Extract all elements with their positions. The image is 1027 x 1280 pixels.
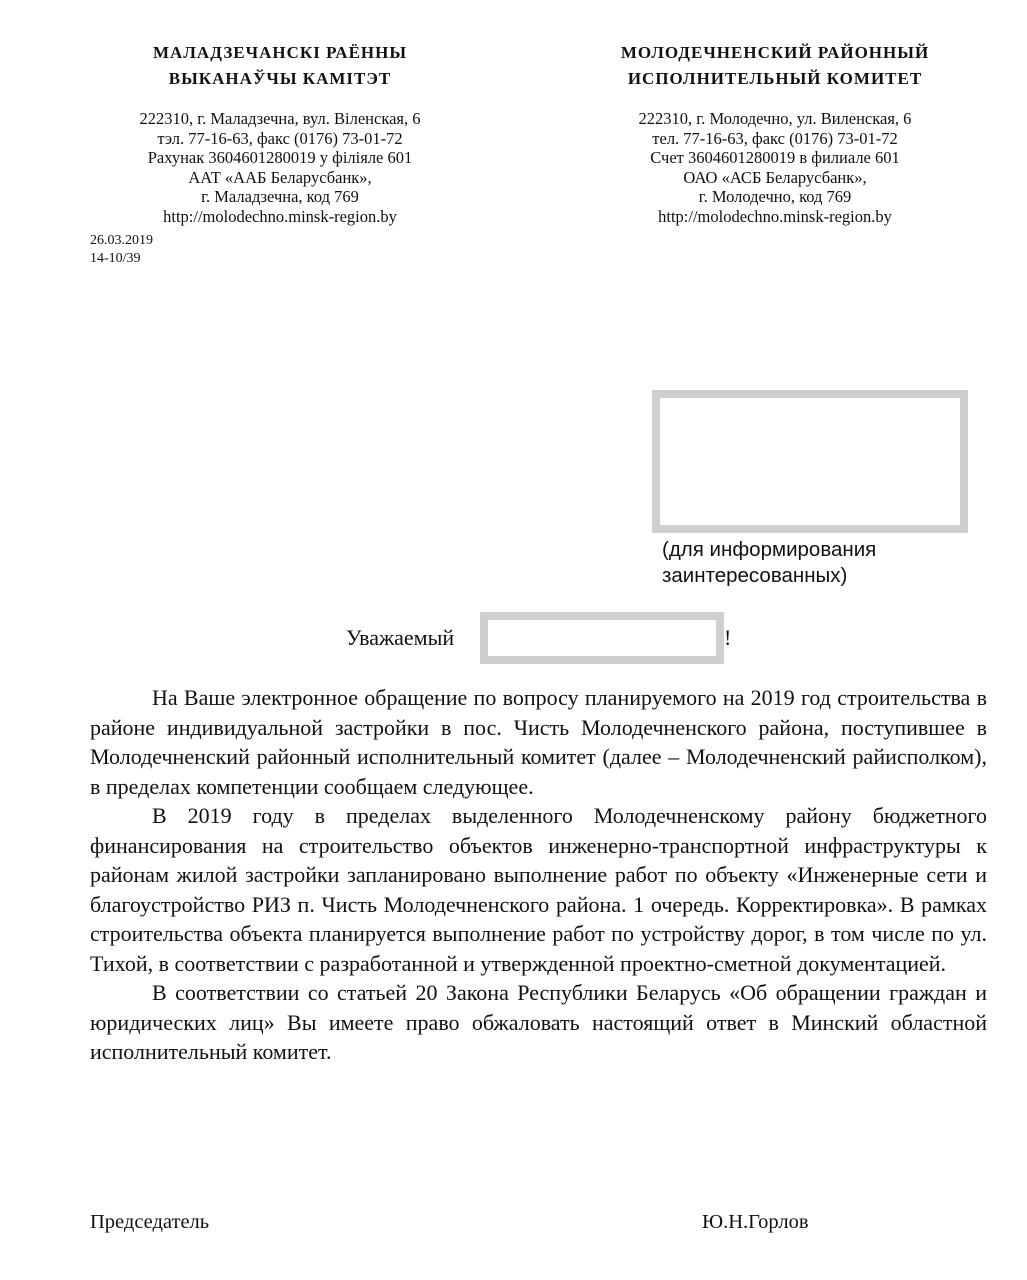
left-title-line: МАЛАДЗЕЧАНСКІ РАЁННЫ bbox=[152, 43, 408, 62]
addressee-note-line: заинтересованных) bbox=[662, 564, 848, 587]
addressee-note bbox=[662, 537, 876, 589]
redacted-name-box bbox=[480, 612, 724, 664]
left-title-line: ВЫКАНАЎЧЫ КАМІТЭТ bbox=[168, 69, 392, 88]
greeting-prefix: Уважаемый bbox=[346, 625, 455, 650]
right-website: http://molodechno.minsk-region.by bbox=[658, 206, 892, 226]
document-meta bbox=[90, 232, 153, 268]
right-header bbox=[588, 40, 962, 227]
left-phone: тэл. 77-16-63, факс (0176) 73-01-72 bbox=[157, 128, 403, 148]
right-account: Счет 3604601280019 в филиале 601 bbox=[650, 148, 900, 168]
right-header-details bbox=[588, 109, 962, 227]
right-bank: ОАО «АСБ Беларусбанк», bbox=[683, 167, 867, 187]
left-account: Рахунак 3604601280019 у філіяле 601 bbox=[147, 148, 413, 168]
document-number: 14-10/39 bbox=[90, 251, 141, 266]
body-paragraph: В 2019 году в пределах выделенного Молодечненскому району бюджетного финансирования на строительство объектов инженерно-транспортной инфраструктуры к районам жилой застройки запланировано выполнение работ по объекту «Инженерные сети и благоустройство РИЗ п. Чисть Молодечненского района. 1 очередь. Корректировка». В рамках строительства объекта планируется выполнение работ по устройству дорог, в том числе по ул. Тихой, в соответствии с разработанной и утвержденной проектно-сметной документацией. bbox=[90, 803, 987, 976]
right-header-title bbox=[588, 40, 962, 92]
body-paragraph: На Ваше электронное обращение по вопросу планируемого на 2019 год строительства в районе индивидуальной застройки в пос. Чисть Молодечненского района, поступившее в Молодечненский районный исполнительный комитет (далее – Молодечненский райисполком), в пределах компетенции сообщаем следующее. bbox=[90, 685, 987, 799]
redacted-addressee-box bbox=[652, 390, 968, 533]
signature-position: Председатель bbox=[90, 1211, 210, 1233]
greeting-suffix: ! bbox=[724, 625, 732, 650]
left-bank: ААТ «ААБ Беларусбанк», bbox=[188, 167, 372, 187]
left-header-details bbox=[90, 109, 470, 227]
right-title-line: ИСПОЛНИТЕЛЬНЫЙ КОМИТЕТ bbox=[627, 69, 923, 88]
right-bank-city: г. Молодечно, код 769 bbox=[698, 187, 852, 207]
signature-name: Ю.Н.Горлов bbox=[702, 1211, 809, 1233]
letter-body bbox=[90, 683, 987, 1067]
left-website: http://molodechno.minsk-region.by bbox=[163, 206, 397, 226]
left-header bbox=[90, 40, 470, 227]
greeting bbox=[346, 625, 454, 651]
left-bank-city: г. Маладзечна, код 769 bbox=[201, 187, 359, 207]
left-address: 222310, г. Маладзечна, вул. Віленская, 6 bbox=[139, 109, 421, 128]
right-title-line: МОЛОДЕЧНЕНСКИЙ РАЙОННЫЙ bbox=[620, 43, 930, 62]
right-phone: тел. 77-16-63, факс (0176) 73-01-72 bbox=[652, 128, 898, 148]
addressee-note-line: (для информирования bbox=[662, 538, 877, 561]
body-paragraph: В соответствии со статьей 20 Закона Республики Беларусь «Об обращении граждан и юридических лиц» Вы имеете право обжаловать настоящий ответ в Минский областной исполнительный комитет. bbox=[90, 980, 987, 1064]
document-date: 26.03.2019 bbox=[90, 233, 153, 248]
left-header-title bbox=[90, 40, 470, 92]
right-address: 222310, г. Молодечно, ул. Виленская, 6 bbox=[638, 109, 912, 128]
